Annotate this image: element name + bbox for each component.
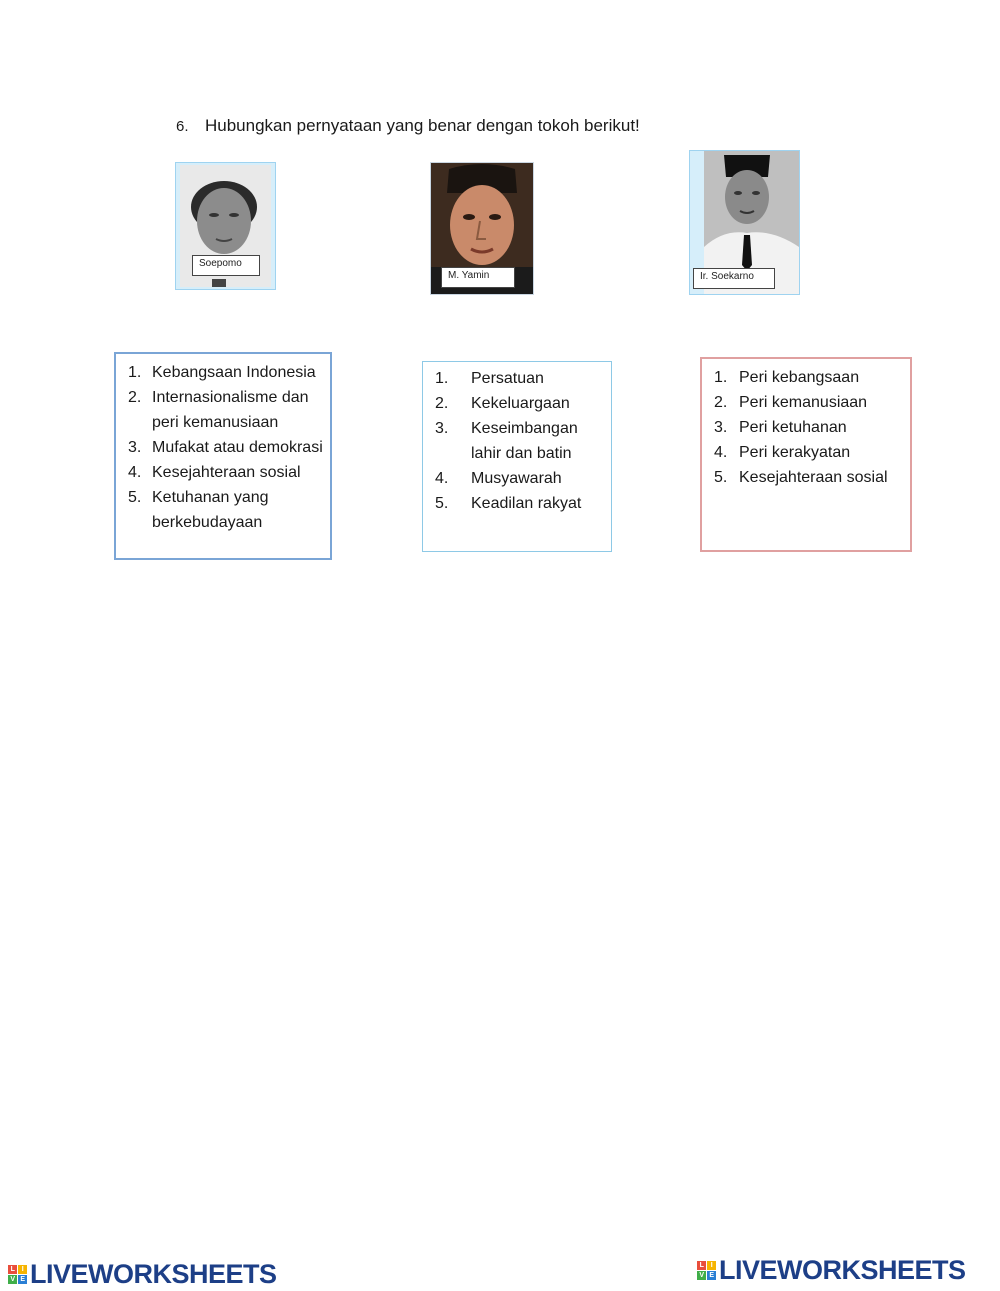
logo-text: LIVEWORKSHEETS	[719, 1255, 966, 1285]
liveworksheets-logo-left[interactable]	[8, 1259, 277, 1290]
list-item: 3. Peri ketuhanan	[714, 419, 847, 436]
question-number: 6.	[176, 118, 189, 135]
question-text: Hubungkan pernyataan yang benar dengan tokoh berikut!	[205, 116, 640, 135]
liveworksheets-logo-right[interactable]	[697, 1255, 966, 1286]
list-item: 5. Ketuhanan yang berkebudayaan	[128, 489, 269, 531]
photo-yamin	[430, 162, 534, 295]
list-item: 4. Musyawarah	[435, 470, 562, 487]
label-soekarno: Ir. Soekarno	[693, 268, 775, 289]
list-item: 5. Keadilan rakyat	[435, 495, 582, 512]
list-item: 3. Mufakat atau demokrasi	[128, 439, 323, 456]
liveworksheets-logo-icon: L I V E	[8, 1265, 27, 1284]
list-item: 5. Kesejahteraan sosial	[714, 469, 888, 486]
statement-box-1	[114, 352, 332, 560]
statement-box-2	[422, 361, 612, 552]
list-item: 2. Peri kemanusiaan	[714, 394, 868, 411]
statement-box-3	[700, 357, 912, 552]
list-item: 2. Internasionalisme dan peri kemanusiaan	[128, 389, 309, 431]
label-yamin: M. Yamin	[441, 267, 515, 288]
photo-soekarno	[689, 150, 800, 295]
list-item: 1. Peri kebangsaan	[714, 369, 860, 386]
list-item: 1. Persatuan	[435, 370, 544, 387]
photo-soepomo	[175, 162, 276, 290]
question	[176, 116, 640, 136]
list-item: 3. Keseimbangan lahir dan batin	[435, 420, 578, 462]
list-item: 4. Kesejahteraan sosial	[128, 464, 301, 481]
list-item: 4. Peri kerakyatan	[714, 444, 851, 461]
list-item: 2. Kekeluargaan	[435, 395, 570, 412]
logo-text: LIVEWORKSHEETS	[30, 1259, 277, 1289]
list-item: 1. Kebangsaan Indonesia	[128, 364, 316, 381]
liveworksheets-logo-icon: L I V E	[697, 1261, 716, 1280]
label-soepomo: Soepomo	[192, 255, 260, 276]
